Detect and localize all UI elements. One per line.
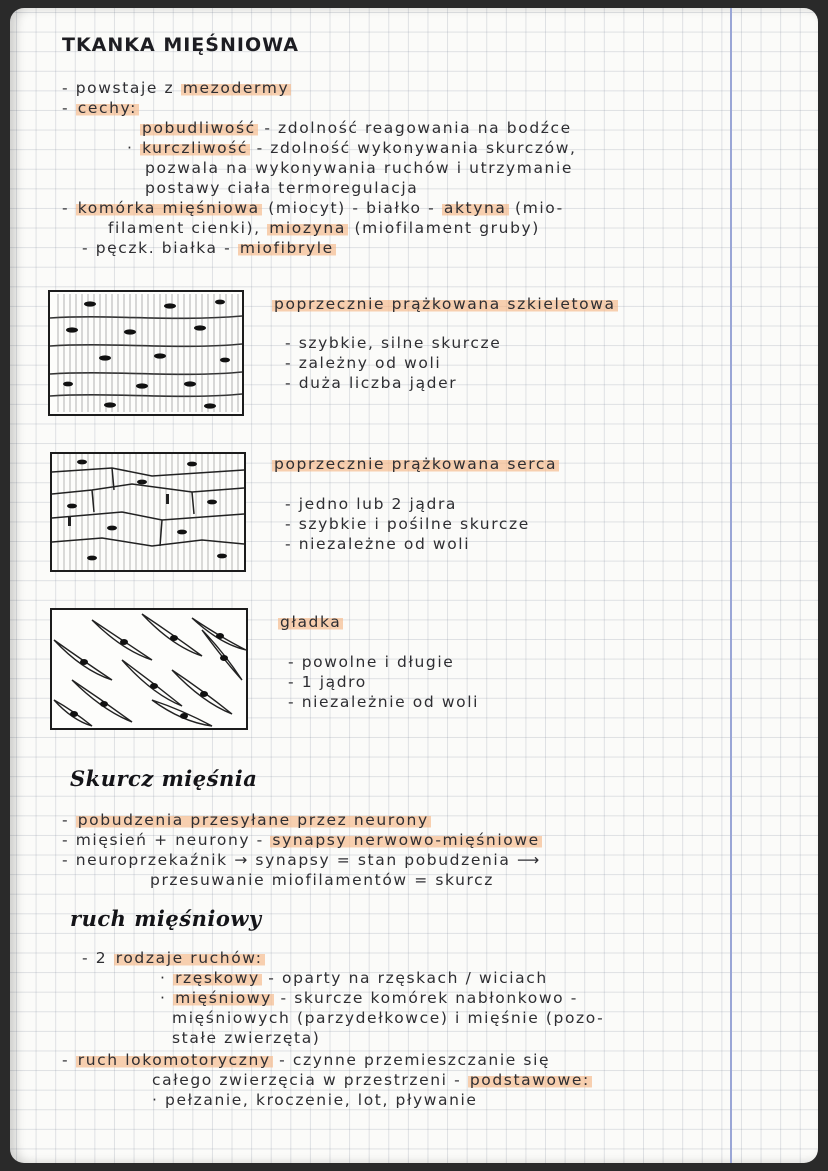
text: - skurcze komórek nabłonkowo - — [273, 989, 578, 1007]
intro-line-7 — [62, 198, 564, 218]
ruch-line-2 — [160, 968, 548, 988]
highlight: poprzecznie prążkowana serca — [274, 455, 558, 473]
tissue-1-item-3: - duża liczba jąder — [285, 374, 458, 392]
ruch-line-5: stałe zwierzęta) — [172, 1029, 321, 1047]
text: - zdolność wykonywania skurczów, — [250, 139, 577, 157]
highlight: ruch lokomotoryczny — [77, 1051, 271, 1069]
tissue-2-title — [272, 454, 559, 474]
skeletal-muscle-drawing — [48, 290, 244, 416]
tissue-2-item-2: - szybkie i pośilne skurcze — [285, 515, 530, 533]
skeletal-muscle-svg — [50, 292, 242, 414]
text: - pęczk. białka - — [82, 239, 238, 257]
section-heading-skurcz: Skurcz mięśnia — [70, 766, 258, 791]
tissue-1-title — [272, 294, 618, 314]
skurcz-line-1 — [62, 810, 431, 830]
ruch-line-7 — [152, 1070, 592, 1090]
tissue-1-item-1: - szybkie, silne skurcze — [285, 334, 502, 352]
text: · — [160, 989, 174, 1007]
text: całego zwierzęcia w przestrzeni - — [152, 1071, 468, 1089]
highlight: synapsy nerwowo-mięśniowe — [272, 831, 540, 849]
highlight: kurczliwość — [142, 139, 249, 157]
text: · — [127, 139, 141, 157]
highlight: pobudliwość — [142, 119, 256, 137]
text: - zdolność reagowania na bodźce — [257, 119, 572, 137]
highlight: cechy: — [77, 99, 138, 117]
intro-line-9 — [82, 238, 336, 258]
smooth-muscle-svg — [52, 610, 246, 728]
tissue-3-item-2: - 1 jądro — [288, 673, 367, 691]
text: - — [62, 1051, 76, 1069]
ruch-line-4: mięśniowych (parzydełkowce) i mięśnie (pozo- — [172, 1009, 605, 1027]
skurcz-line-2 — [62, 830, 542, 850]
margin-line — [730, 8, 732, 1163]
page-title: TKANKA MIĘŚNIOWA — [62, 34, 299, 56]
ruch-line-1 — [82, 948, 265, 968]
ruch-line-3 — [160, 988, 578, 1008]
text: - mięsień + neurony - — [62, 831, 271, 849]
text: (miofilament gruby) — [347, 219, 540, 237]
text: (mio- — [508, 199, 564, 217]
tissue-3-title — [278, 612, 343, 632]
tissue-3-item-1: - powolne i długie — [288, 653, 455, 671]
intro-line-2 — [62, 98, 139, 118]
text: (miocyt) - białko - — [261, 199, 442, 217]
text: - powstaje z — [62, 79, 181, 97]
highlight: podstawowe: — [469, 1071, 590, 1089]
highlight: poprzecznie prążkowana szkieletowa — [274, 295, 616, 313]
text: - czynne przemieszczanie się — [272, 1051, 551, 1069]
skurcz-line-3: - neuroprzekaźnik → synapsy = stan pobudzenia ⟶ — [62, 851, 541, 869]
notebook-page — [10, 8, 818, 1163]
intro-line-1 — [62, 78, 291, 98]
section-heading-ruch: ruch mięśniowy — [70, 906, 262, 931]
ruch-line-6 — [62, 1050, 550, 1070]
cardiac-muscle-svg — [52, 454, 244, 570]
highlight: aktyna — [443, 199, 507, 217]
highlight: rodzaje ruchów: — [115, 949, 263, 967]
tissue-2-item-1: - jedno lub 2 jądra — [285, 495, 458, 513]
text: filament cienki), — [108, 219, 268, 237]
highlight: komórka mięśniowa — [77, 199, 260, 217]
text: · — [160, 969, 174, 987]
smooth-muscle-drawing — [50, 608, 248, 730]
highlight: mezodermy — [182, 79, 290, 97]
highlight: mięśniowy — [175, 989, 272, 1007]
cardiac-muscle-drawing — [50, 452, 246, 572]
text: - — [62, 199, 76, 217]
tissue-2-item-3: - niezależne od woli — [285, 535, 471, 553]
highlight: miozyna — [269, 219, 346, 237]
intro-line-4 — [127, 138, 577, 158]
text: - — [62, 99, 76, 117]
highlight: gładka — [280, 613, 342, 631]
intro-line-5: pozwala na wykonywania ruchów i utrzymanie — [145, 159, 574, 177]
text: - 2 — [82, 949, 114, 967]
text: - — [62, 811, 76, 829]
highlight: miofibryle — [239, 239, 334, 257]
highlight: pobudzenia przesyłane przez neurony — [77, 811, 429, 829]
ruch-line-8: · pełzanie, kroczenie, lot, pływanie — [152, 1091, 478, 1109]
intro-line-8 — [108, 218, 540, 238]
text: - oparty na rzęskach / wiciach — [261, 969, 548, 987]
tissue-1-item-2: - zależny od woli — [285, 354, 442, 372]
skurcz-line-4: przesuwanie miofilamentów = skurcz — [150, 871, 495, 889]
intro-line-6: postawy ciała termoregulacja — [145, 179, 419, 197]
tissue-3-item-3: - niezależnie od woli — [288, 693, 480, 711]
highlight: rzęskowy — [175, 969, 260, 987]
intro-line-3 — [140, 118, 572, 138]
